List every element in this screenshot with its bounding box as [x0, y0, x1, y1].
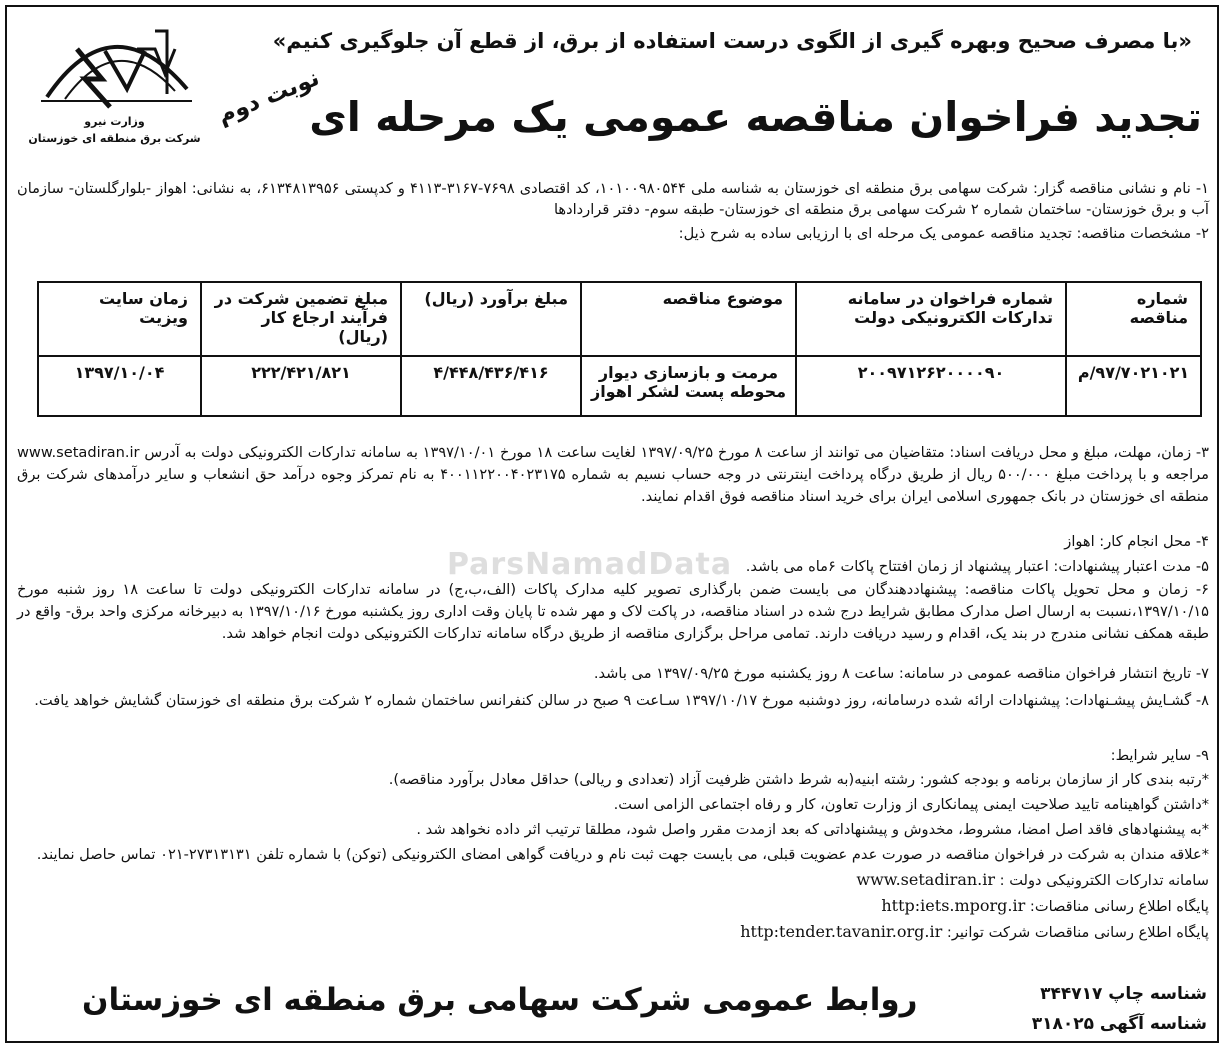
portal-iets-link[interactable]: http:iets.mporg.ir	[881, 896, 1026, 915]
item-6-delivery: ۶- زمان و محل تحویل پاکات مناقصه: پیشنهاددهندگان می بایست ضمن بارگذاری تصویر کلیه مدارک پاکات (الف،ب،ج) در سامانه تدارکات الکترونیکی دولت تا ساعت ۱۸ روز شنبه مورخ ۱۳۹۷/۱۰/۱۵،نسبت به ارسال اصل مدارک مطابق شرایط درج شده در اسناد مناقصه، در پاکت لاک و مهر شده تا پایان وقت اداری روز یکشنبه مورخ ۱۳۹۷/۱۰/۱۶ به دبیرخانه مرکزی واحد برق- واقع در طبقه همکف نشانی مندرج در بند یک، اقدام و رسید دریافت دارند. تمامی مراحل برگزاری مناقصه از طریق درگاه سامانه تدارکات الکترونیکی دولت انجام خواهد شد.	[17, 581, 1209, 642]
table-header-row	[38, 282, 1201, 356]
cell-call-number: ۲۰۰۹۷۱۲۶۲۰۰۰۰۹۰	[796, 356, 1066, 416]
watermark: ParsNamadData	[447, 547, 733, 582]
col-header-call-number: شماره فراخوان در سامانه تدارکات الکترونیکی دولت	[796, 282, 1066, 356]
cell-site-visit: ۱۳۹۷/۱۰/۰۴	[38, 356, 201, 416]
cell-guarantee: ۲۲۲/۴۲۱/۸۲۱	[201, 356, 401, 416]
cell-tender-number: ۹۷/۷۰۲۱۰۲۱/م	[1066, 356, 1201, 416]
portal-setad	[17, 867, 1209, 893]
item-8-opening: ۸- گشـایش پیشـنهادات: پیشنهادات ارائه شده درسامانه، روز دوشنبه مورخ ۱۳۹۷/۱۰/۱۷ سـاعت ۹ صبح در سالن کنفرانس ساختمان شماره ۲ شرکت برق منطقه ای خوزستان گشایش خواهد یافت.	[34, 692, 1209, 709]
round-label: نوبت دوم	[214, 64, 323, 130]
condition-registration: *علاقه مندان به شرکت در فراخوان مناقصه در صورت عدم عضویت قبلی، می بایست جهت ثبت نام و دریافت گواهی امضای الکترونیکی (توکن) با شماره تلفن ۲۷۳۱۳۱۳۱-۰۲۱ تماس حاصل نمایند.	[36, 846, 1209, 863]
col-header-tender-number: شماره مناقصه	[1066, 282, 1201, 356]
portal-setad-link[interactable]: www.setadiran.ir	[856, 870, 996, 889]
table-row	[38, 356, 1201, 416]
portal-tavanir-link[interactable]: http:tender.tavanir.org.ir	[740, 922, 943, 941]
col-header-guarantee: مبلغ تضمین شرکت در فرآیند ارجاع کار (ریال)	[201, 282, 401, 356]
cell-estimate: ۴/۴۴۸/۴۳۶/۴۱۶	[401, 356, 581, 416]
condition-safety: *داشتن گواهینامه تایید صلاحیت ایمنی پیمانکاری از وزارت تعاون، کار و رفاه اجتماعی الزامی است.	[613, 796, 1209, 813]
item-5-validity: ۵- مدت اعتبار پیشنهادات: اعتبار پیشنهاد از زمان افتتاح پاکات ۶ماه می باشد.	[745, 558, 1209, 575]
portal-iets	[17, 893, 1209, 919]
conditions-list	[17, 767, 1209, 945]
logo-emblem-icon	[27, 19, 202, 114]
tender-notice	[5, 5, 1219, 1043]
print-id: شناسه چاپ ۳۴۴۷۱۷	[1040, 984, 1207, 1004]
logo-ministry-caption: وزارت نیرو	[84, 115, 145, 128]
portal-iets-label: پایگاه اطلاع رسانی مناقصات:	[1029, 898, 1209, 915]
item-2-specs: ۲- مشخصات مناقصه: تجدید مناقصه عمومی یک مرحله ای با ارزیابی ساده به شرح ذیل:	[678, 225, 1209, 242]
portal-setad-label: سامانه تدارکات الکترونیکی دولت :	[999, 872, 1209, 889]
organization-logo	[27, 19, 202, 154]
item-3-documents: ۳- زمان، مهلت، مبلغ و محل دریافت اسناد: متقاضیان می توانند از ساعت ۸ مورخ ۱۳۹۷/۰۹/۲۵ لغایت ساعت ۱۸ مورخ ۱۳۹۷/۱۰/۰۱ به سامانه تدارکات الکترونیکی دولت به آدرس www.setadiran.ir مراجعه و با پرداخت مبلغ ۵۰۰/۰۰۰ ریال از طریق درگاه پرداخت اینترنتی در وجه حساب نسیم به شماره ۴۰۰۱۱۲۲۰۰۴۰۲۳۱۷۵ به نام تمرکز وجوه درآمد حق انشعاب و سایر درآمدهای شرکت برق منطقه ای خوزستان در بانک جمهوری اسلامی ایران برای خرید اسناد مناقصه فوق اقدام نمایند.	[17, 444, 1210, 505]
portal-tavanir-label: پایگاه اطلاع رسانی مناقصات شرکت توانیر:	[946, 924, 1209, 941]
item-1-organizer: ۱- نام و نشانی مناقصه گزار: شرکت سهامی برق منطقه ای خوزستان به شناسه ملی ۱۰۱۰۰۹۸۰۵۴۴، کد اقتصادی ۷۶۹۸-۳۱۶۷-۴۱۱۳ و کدپستی ۶۱۳۴۸۱۳۹۵۶، به نشانی: اهواز -بلوارگلستان- سازمان آب و برق خوزستان- ساختمان شماره ۲ شرکت سهامی برق منطقه ای خوزستان- طبقه سوم- دفتر قراردادها	[17, 180, 1209, 218]
slogan: «با مصرف صحیح وبهره گیری از الگوی درست استفاده از برق، از قطع آن جلوگیری کنیم»	[272, 29, 1192, 53]
item-7-publish-date: ۷- تاریخ انتشار فراخوان مناقصه عمومی در سامانه: ساعت ۸ روز یکشنبه مورخ ۱۳۹۷/۰۹/۲۵ می باشد.	[593, 665, 1209, 682]
publisher-signature: روابط عمومی شرکت سهامی برق منطقه ای خوزستان	[82, 982, 918, 1018]
cell-subject: مرمت و بازسازی دیوار محوطه پست لشکر اهواز	[581, 356, 796, 416]
logo-company-caption: شرکت برق منطقه ای خوزستان	[28, 132, 201, 145]
notice-title: تجدید فراخوان مناقصه عمومی یک مرحله ای	[309, 93, 1202, 141]
notice-identifiers	[1007, 979, 1207, 1039]
condition-invalid-bids: *به پیشنهادهای فاقد اصل امضا، مشروط، مخدوش و پیشنهاداتی که بعد ازمدت مقرر واصل شود، مطلقا ترتیب اثر داده نخواهد شد .	[416, 821, 1209, 838]
item-4-location: ۴- محل انجام کار: اهواز	[1064, 533, 1209, 550]
col-header-subject: موضوع مناقصه	[581, 282, 796, 356]
item-9-conditions: ۹- سایر شرایط:	[1110, 747, 1209, 764]
ad-id: شناسه آگهی ۳۱۸۰۲۵	[1031, 1014, 1207, 1034]
col-header-estimate: مبلغ برآورد (ریال)	[401, 282, 581, 356]
portal-tavanir	[17, 919, 1209, 945]
tender-table	[37, 281, 1202, 417]
col-header-site-visit: زمان سایت ویزیت	[38, 282, 201, 356]
condition-rating: *رتبه بندی کار از سازمان برنامه و بودجه کشور: رشته ابنیه(به شرط داشتن ظرفیت آزاد (تعدادی و ریالی) حداقل معادل برآورد مناقصه).	[388, 771, 1209, 788]
